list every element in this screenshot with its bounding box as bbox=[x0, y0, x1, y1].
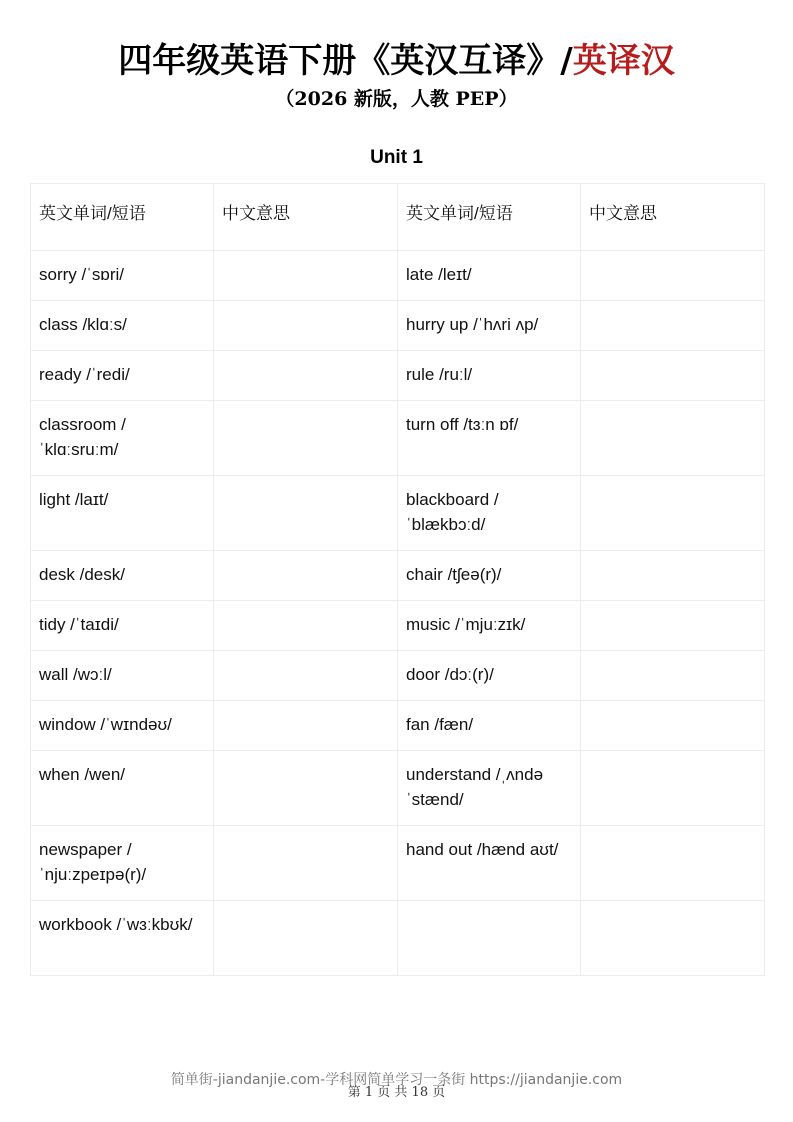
word-cell: window /ˈwɪndəʊ/ bbox=[31, 701, 214, 751]
header-english: 英文单词/短语 bbox=[398, 184, 581, 251]
vocabulary-table bbox=[30, 183, 765, 976]
word-cell: rule /ruːl/ bbox=[398, 351, 581, 401]
word-cell: chair /tʃeə(r)/ bbox=[398, 551, 581, 601]
meaning-cell[interactable] bbox=[214, 551, 398, 601]
meaning-cell[interactable] bbox=[581, 826, 765, 901]
meaning-cell[interactable] bbox=[214, 401, 398, 476]
meaning-cell[interactable] bbox=[214, 701, 398, 751]
word-cell: workbook /ˈwɜːkbʊk/ bbox=[31, 901, 214, 976]
page-number: 第 1 页 共 18 页 bbox=[347, 1085, 446, 1100]
meaning-cell[interactable] bbox=[214, 251, 398, 301]
table-row bbox=[31, 601, 765, 651]
footer-source: 简单街-jiandanjie.com-学科网简单学习一条街 https://jiandanjie.com bbox=[170, 1072, 623, 1088]
meaning-cell[interactable] bbox=[214, 751, 398, 826]
word-cell bbox=[398, 901, 581, 976]
table-row bbox=[31, 351, 765, 401]
meaning-cell[interactable] bbox=[581, 751, 765, 826]
meaning-cell[interactable] bbox=[214, 601, 398, 651]
header-english: 英文单词/短语 bbox=[31, 184, 214, 251]
meaning-cell[interactable] bbox=[581, 701, 765, 751]
meaning-cell[interactable] bbox=[581, 551, 765, 601]
table-row bbox=[31, 901, 765, 976]
word-cell: understand /ˌʌndəˈstænd/ bbox=[398, 751, 581, 826]
meaning-cell[interactable] bbox=[581, 351, 765, 401]
unit-heading: Unit 1 bbox=[370, 147, 423, 168]
meaning-cell[interactable] bbox=[581, 601, 765, 651]
word-cell: late /leɪt/ bbox=[398, 251, 581, 301]
header-chinese: 中文意思 bbox=[581, 184, 765, 251]
word-cell: fan /fæn/ bbox=[398, 701, 581, 751]
meaning-cell[interactable] bbox=[214, 351, 398, 401]
meaning-cell[interactable] bbox=[581, 476, 765, 551]
word-cell: ready /ˈredi/ bbox=[31, 351, 214, 401]
title-highlight: 英译汉 bbox=[572, 41, 675, 81]
word-cell: hurry up /ˈhʌri ʌp/ bbox=[398, 301, 581, 351]
meaning-cell[interactable] bbox=[581, 401, 765, 476]
table-row bbox=[31, 401, 765, 476]
word-cell: music /ˈmjuːzɪk/ bbox=[398, 601, 581, 651]
table-row bbox=[31, 751, 765, 826]
meaning-cell[interactable] bbox=[581, 251, 765, 301]
title-main: 四年级英语下册《英汉互译》/ bbox=[118, 41, 573, 81]
table-row bbox=[31, 651, 765, 701]
meaning-cell[interactable] bbox=[581, 901, 765, 976]
page-subtitle: （2026 新版，人教 PEP） bbox=[275, 88, 518, 110]
word-cell: hand out /hænd aʊt/ bbox=[398, 826, 581, 901]
word-cell: desk /desk/ bbox=[31, 551, 214, 601]
meaning-cell[interactable] bbox=[214, 651, 398, 701]
meaning-cell[interactable] bbox=[214, 476, 398, 551]
table-row bbox=[31, 301, 765, 351]
word-cell: blackboard /ˈblækbɔːd/ bbox=[398, 476, 581, 551]
word-cell: when /wen/ bbox=[31, 751, 214, 826]
word-cell: newspaper /ˈnjuːzpeɪpə(r)/ bbox=[31, 826, 214, 901]
table-header-row bbox=[31, 184, 765, 251]
meaning-cell[interactable] bbox=[581, 651, 765, 701]
header-chinese: 中文意思 bbox=[214, 184, 398, 251]
word-cell: wall /wɔːl/ bbox=[31, 651, 214, 701]
table-row bbox=[31, 551, 765, 601]
page-title bbox=[0, 40, 793, 82]
meaning-cell[interactable] bbox=[214, 826, 398, 901]
word-cell: door /dɔː(r)/ bbox=[398, 651, 581, 701]
word-cell: class /klɑːs/ bbox=[31, 301, 214, 351]
table-row bbox=[31, 251, 765, 301]
meaning-cell[interactable] bbox=[214, 901, 398, 976]
word-cell: turn off /tɜːn ɒf/ bbox=[398, 401, 581, 476]
table-row bbox=[31, 701, 765, 751]
word-cell: sorry /ˈsɒri/ bbox=[31, 251, 214, 301]
table-row bbox=[31, 826, 765, 901]
word-cell: classroom /ˈklɑːsruːm/ bbox=[31, 401, 214, 476]
word-cell: light /laɪt/ bbox=[31, 476, 214, 551]
meaning-cell[interactable] bbox=[214, 301, 398, 351]
table-row bbox=[31, 476, 765, 551]
meaning-cell[interactable] bbox=[581, 301, 765, 351]
word-cell: tidy /ˈtaɪdi/ bbox=[31, 601, 214, 651]
